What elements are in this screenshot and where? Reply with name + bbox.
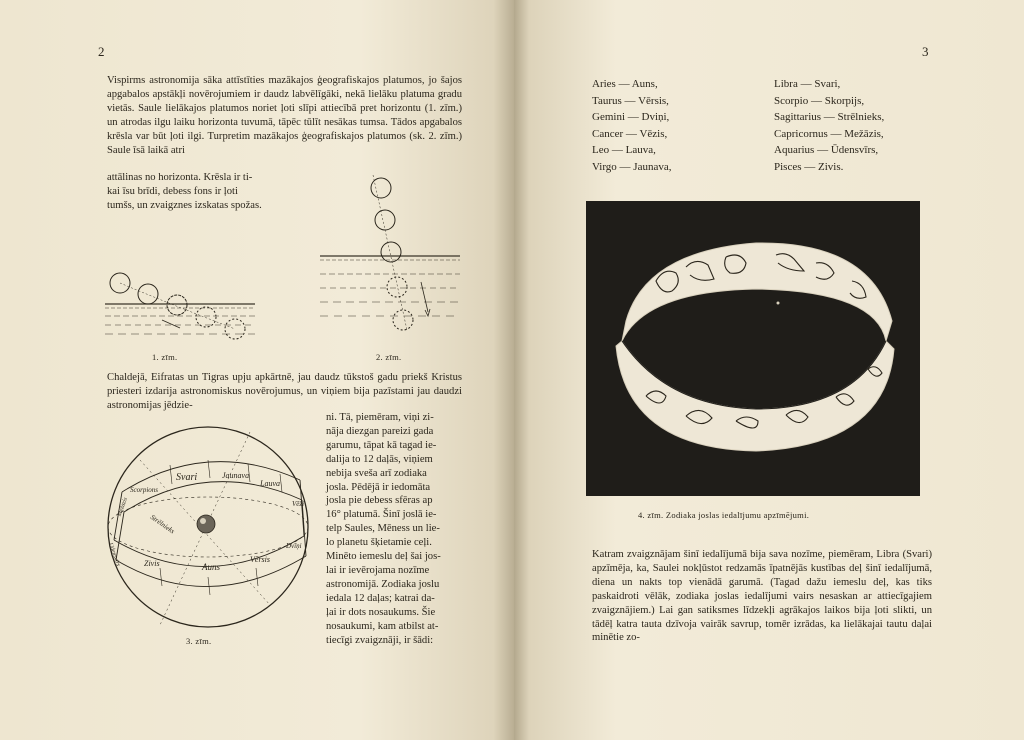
figure-1-oblique-sunset <box>100 268 260 348</box>
narrow-text-column: ni. Tā, piemēram, viņi zi- nāja diezgan pareizi gada garumu, tāpat kā tagad ie- dalija to 12 daļās, viņiem nebija sveša arī zodiaka josla. Pēdējā ir iedomāta josla pie debess sfēras ap 16° platumā. Šinī joslā ie- telp Saules, Mēness un lie- lo planetu šķietamie ceļi. Minēto iemeslu deļ šai jos- lai ir ievērojama nozīme astronomijā. Zodiaka joslu iedala 12 daļas; katrai da- ļai ir dots nosaukums. Šie nosaukumi, kam atbilst at- tiecīgi zvaigznāji, ir šādi: <box>326 412 441 646</box>
fig3-label-versis: Vērsis <box>250 555 270 564</box>
zodiac-band-drawing <box>586 201 920 496</box>
fig3-label-zivis: Zivis <box>144 559 160 568</box>
zodiac-list-left: Aries — Auns, Taurus — Vērsis, Gemini — Dviņi, Cancer — Vēzis, Leo — Lauva, Virgo — Jaunava, <box>592 78 672 173</box>
intro-paragraph: Vispirms astronomija sāka attīstīties mazākajos ģeografiskajos platumos, jo šajos apgabalos apstākļi novērojumiem ir daudz labvēlīgāki, nekā lielāku platuma gradu vietās. Saule lielākajos platumos noriet ļoti slīpi attiecībā pret horizontu (1. zīm.) un atrodas ilgu laiku horizonta tuvumā, tāpēc tūlīt nesākas tumsa. Tādos apgabalos krēsla var būt ļoti ilgi. Turpretim mazākajos ģeografiskajos platumos (sk. 2. zīm.) Saule īsā laikā atri <box>107 75 462 156</box>
figure-1-caption: 1. zīm. <box>152 352 178 362</box>
fig3-label-dvini: Dvīņi <box>286 542 302 550</box>
fig3-label-scorpions: Scorpions <box>130 486 158 494</box>
right-page <box>514 0 1024 740</box>
fig3-label-auns: Auns <box>202 562 220 572</box>
page-number-left: 2 <box>98 44 105 59</box>
fig3-label-udensvirs: Udensvirs <box>106 542 121 568</box>
figure-2-steep-sunset <box>315 170 465 345</box>
figure-3-caption: 3. zīm. <box>186 636 212 646</box>
figure-4-caption: 4. zīm. Zodiaka joslas iedalījumu apzīmējumi. <box>638 510 810 520</box>
page-number-right: 3 <box>922 44 929 59</box>
fig3-label-lauva: Lauva <box>260 479 280 488</box>
zodiac-list-right: Libra — Svari, Scorpio — Skorpijs, Sagittarius — Strēlnieks, Capricornus — Mežāzis, Aquarius — Ūdensvīrs, Pisces — Zivis. <box>774 78 885 173</box>
fig3-label-jaunava: Jaunava <box>222 471 250 480</box>
figure-2-caption: 2. zīm. <box>376 352 402 362</box>
fig3-label-mezazis: Mežazis <box>116 496 130 518</box>
chaldea-paragraph: Chaldejā, Eifratas un Tigras upju apkārtnē, jau daudz tūkstoš gadu priekš Kristus priesteri izdarija astronomiskus novērojumus, un viņiem bija pazīstami jau daudzi astronomijas jēdzie- <box>107 372 462 411</box>
fig3-label-strelnieks: Strēlnieks <box>148 513 177 536</box>
fig3-label-svari: Svari <box>176 472 198 483</box>
fig3-label-vezi: Vēži <box>292 500 305 508</box>
figure-3-celestial-sphere <box>100 420 320 630</box>
closing-paragraph: Katram zvaigznājam šinī iedalījumā bija sava nozīme, piemēram, Libra (Svari) apzīmēja, ka, Saulei nokļūstot redzamās īpatnējās kustības deļ šinī iedalījumā, diena un nakts top vienādā garumā. (Tagad dažu iemeslu deļ, kas tiks paskaidroti vēlāk, zodiaka joslas iedalījumi vairs nesaskan ar attiecīgajiem zvaigznājiem.) Lai gan satiksmes līdzekļi agrākajos laikos bija ļoti slikti, un tādēļ katra tauta dzīvoja vairāk savrup, tomēr izrādas, ka lielākajai tautu daļai minētie zo- <box>592 549 932 644</box>
intro-short-lines: attālinas no horizonta. Krēsla ir ti- kai īsu brīdi, debess fons ir ļoti tumšs, un zvaigznes izskatas spožas. <box>107 172 262 211</box>
figure-4-zodiac-plate <box>586 201 920 496</box>
